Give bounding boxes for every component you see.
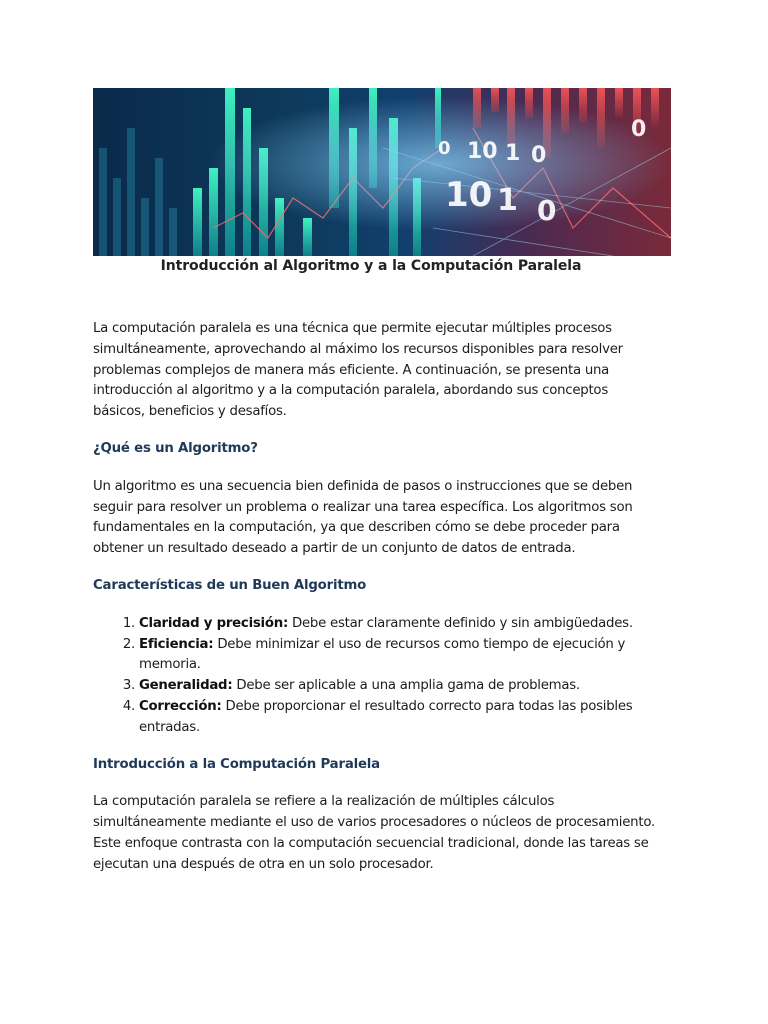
list-item — [139, 676, 658, 697]
svg-text:1: 1 — [505, 141, 521, 166]
list-item — [139, 635, 658, 677]
svg-text:10: 10 — [445, 175, 493, 215]
caracteristicas-list — [93, 614, 658, 739]
list-item-term: Generalidad: — [139, 678, 233, 694]
list-item-desc: Debe proporcionar el resultado correcto para todas las posibles entradas. — [139, 698, 633, 735]
computacion-paralela-paragraph: La computación paralela se refiere a la realización de múltiples cálculos simultáneamente mediante el uso de varios procesadores o núcleos de procesamiento. Este enfoque contrasta con la computación secuencial tradicional, donde las tareas se ejecutan una después de otra en un solo procesador. — [93, 794, 655, 872]
list-item-desc: Debe minimizar el uso de recursos como tiempo de ejecución y memoria. — [139, 636, 626, 673]
section-heading-computacion-paralela: Introducción a la Computación Paralela — [93, 756, 380, 772]
document-body — [93, 319, 658, 892]
svg-text:0: 0 — [531, 143, 547, 168]
intro-paragraph: La computación paralela es una técnica que permite ejecutar múltiples procesos simultáneamente, aprovechando al máximo los recursos disponibles para resolver problemas complejos de manera más eficiente. A continuación, se presenta una introducción al algoritmo y a la computación paralela, abordando sus conceptos básicos, beneficios y desafíos. — [93, 321, 623, 420]
section-heading-algoritmo: ¿Qué es un Algoritmo? — [93, 440, 258, 456]
document-title: Introducción al Algoritmo y a la Computación Paralela — [160, 258, 582, 274]
section-heading-caracteristicas: Características de un Buen Algoritmo — [93, 577, 367, 593]
list-item — [139, 614, 658, 635]
list-item — [139, 697, 658, 739]
svg-text:0: 0 — [438, 138, 451, 159]
svg-text:0: 0 — [537, 194, 557, 227]
algoritmo-paragraph: Un algoritmo es una secuencia bien definida de pasos o instrucciones que se deben seguir para resolver un problema o realizar una tarea específica. Los algoritmos son fundamentales en la computación, ya que describen cómo se debe proceder para obtener un resultado deseado a partir de un conjunto de datos de entrada. — [93, 478, 633, 557]
list-item-term: Claridad y precisión: — [139, 615, 289, 631]
svg-text:0: 0 — [631, 117, 647, 142]
list-item-term: Eficiencia: — [139, 636, 214, 652]
list-item-term: Corrección: — [139, 698, 222, 714]
list-item-desc: Debe ser aplicable a una amplia gama de problemas. — [232, 678, 580, 694]
svg-text:1: 1 — [497, 183, 518, 218]
header-banner-image — [93, 88, 671, 256]
binary-code-data-image — [93, 88, 671, 256]
svg-text:10: 10 — [467, 139, 498, 164]
list-item-desc: Debe estar claramente definido y sin ambigüedades. — [288, 615, 633, 631]
